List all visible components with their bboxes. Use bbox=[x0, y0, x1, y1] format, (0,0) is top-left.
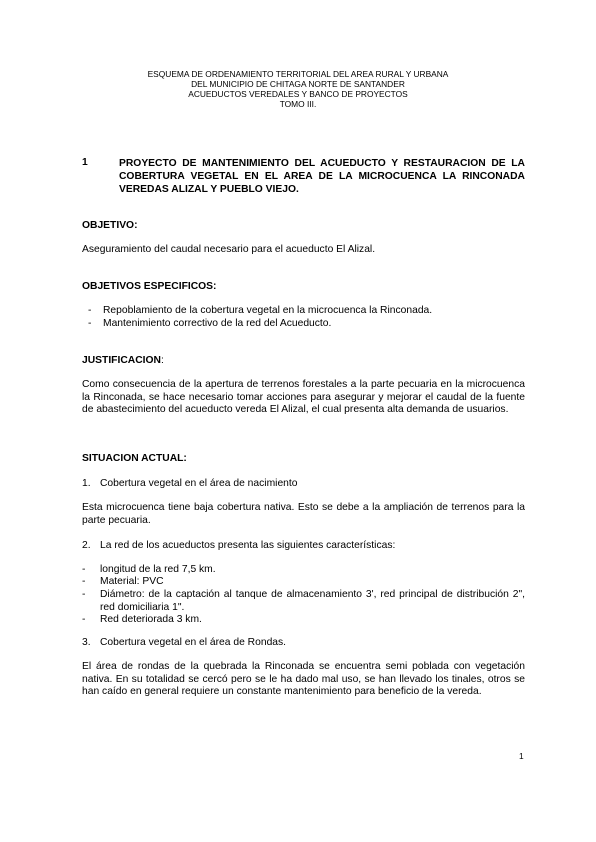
justificacion-heading-text: JUSTIFICACION bbox=[82, 355, 161, 366]
list-item-text: Material: PVC bbox=[100, 576, 164, 587]
project-title-line-3: VEREDAS ALIZAL Y PUEBLO VIEJO. bbox=[119, 184, 299, 195]
item-text: Cobertura vegetal en el área de nacimiento bbox=[100, 478, 298, 489]
bullet-dash: - bbox=[82, 589, 86, 600]
bullet-dash: - bbox=[88, 305, 92, 316]
justificacion-colon: : bbox=[160, 355, 164, 366]
item-number: 1. bbox=[82, 478, 91, 489]
numbered-item bbox=[82, 478, 528, 491]
document-header bbox=[0, 69, 596, 109]
item-text: La red de los acueductos presenta las siguientes características: bbox=[100, 540, 396, 551]
objetivos-especificos-heading: OBJETIVOS ESPECIFICOS: bbox=[82, 281, 217, 292]
list-item-text: longitud de la red 7,5 km. bbox=[100, 564, 216, 575]
bullet-dash: - bbox=[82, 576, 86, 587]
project-number: 1 bbox=[82, 157, 88, 168]
list-item bbox=[88, 305, 528, 318]
bullet-dash: - bbox=[88, 318, 92, 329]
paragraph: Esta microcuenca tiene baja cobertura nativa. Esto se debe a la ampliación de terrenos para la parte pecuaria. bbox=[82, 502, 525, 526]
item-number: 3. bbox=[82, 637, 91, 648]
item-text: Cobertura vegetal en el área de Rondas. bbox=[100, 637, 287, 648]
list-item bbox=[88, 318, 528, 331]
project-title-line-2: COBERTURA VEGETAL EN EL AREA DE LA MICROCUENCA LA RINCONADA bbox=[119, 171, 525, 182]
header-line-4: TOMO III. bbox=[279, 99, 317, 109]
list-item-text: Repoblamiento de la cobertura vegetal en la microcuenca la Rinconada. bbox=[103, 305, 433, 316]
project-title bbox=[119, 157, 525, 196]
objetivo-heading: OBJETIVO: bbox=[82, 220, 138, 231]
list-item bbox=[82, 614, 528, 627]
justificacion-text: Como consecuencia de la apertura de terrenos forestales a la parte pecuaria en la microcuenca la Rinconada, se hace necesario tomar acciones para asegurar y mejorar el caudal de la fuente de abastecimiento del acueducto vereda El Alizal, el cual presenta alta demanda de usuarios. bbox=[82, 379, 525, 416]
numbered-item bbox=[82, 540, 528, 553]
paragraph: El área de rondas de la quebrada la Rinconada se encuentra semi poblada con vegetación nativa. En su totalidad se cercó pero se le ha dado mal uso, se han llevado los tinales, otros se han caído en general requiere un constante mantenimiento para beneficio de la vereda. bbox=[82, 661, 525, 698]
page-number: 1 bbox=[519, 751, 524, 761]
list-item-text: Red deteriorada 3 km. bbox=[100, 614, 202, 625]
header-line-1: ESQUEMA DE ORDENAMIENTO TERRITORIAL DEL AREA RURAL Y URBANA bbox=[147, 69, 449, 79]
list-item bbox=[82, 589, 528, 615]
project-title-line-1: PROYECTO DE MANTENIMIENTO DEL ACUEDUCTO Y RESTAURACION DE LA bbox=[119, 158, 525, 169]
list-item bbox=[82, 576, 528, 589]
justificacion-heading bbox=[82, 355, 164, 368]
numbered-item bbox=[82, 637, 528, 650]
objetivo-text: Aseguramiento del caudal necesario para el acueducto El Alizal. bbox=[82, 244, 376, 255]
item-number: 2. bbox=[82, 540, 91, 551]
header-line-2: DEL MUNICIPIO DE CHITAGA NORTE DE SANTANDER bbox=[191, 79, 405, 89]
header-line-3: ACUEDUCTOS VEREDALES Y BANCO DE PROYECTOS bbox=[188, 89, 408, 99]
list-item-text: Mantenimiento correctivo de la red del Acueducto. bbox=[103, 318, 332, 329]
situacion-heading: SITUACION ACTUAL: bbox=[82, 453, 187, 464]
bullet-dash: - bbox=[82, 564, 86, 575]
list-item-text: Diámetro: de la captación al tanque de almacenamiento 3', red principal de distribución 2", red domiciliaria 1". bbox=[100, 589, 525, 613]
bullet-dash: - bbox=[82, 614, 86, 625]
